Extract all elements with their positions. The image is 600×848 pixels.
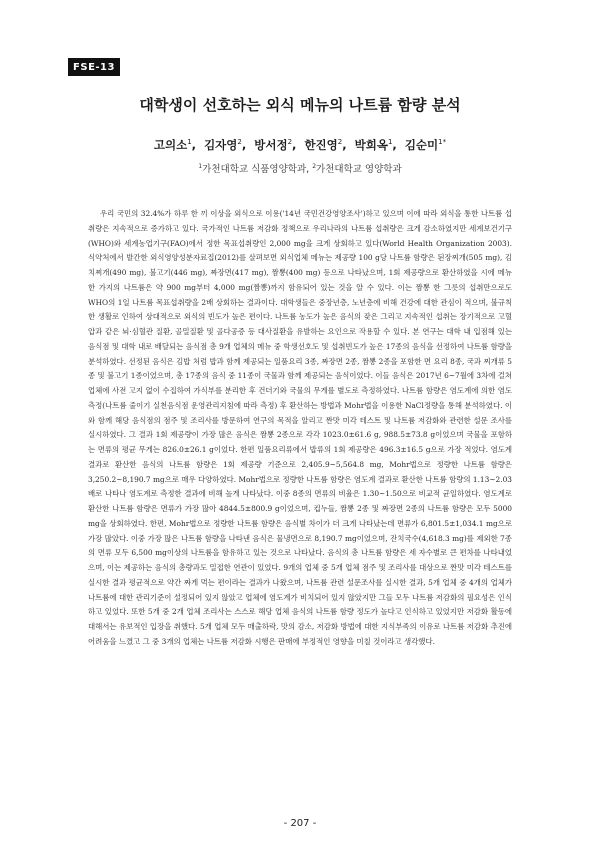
author-name: 박희옥 [354,138,388,152]
author-affiliation-mark: 1* [438,138,447,147]
affiliation-mark: 1 [198,162,203,170]
author-name: 한진영 [304,138,338,152]
affiliation-text: 가천대학교 식품영양학과, [202,164,313,175]
author-affiliation-mark: 2 [337,138,343,147]
author-affiliation-mark: 1 [387,138,393,147]
paper-title: 대학생이 선호하는 외식 메뉴의 나트륨 함량 분석 [139,96,461,114]
author-affiliation-mark: 2 [287,138,293,147]
author-name: 방서정 [254,138,288,152]
author-name: 고의소 [153,138,188,152]
author-name: 김자영 [204,138,238,152]
author-affiliation-mark: 1 [187,138,192,147]
affiliation-mark: 2 [312,162,317,170]
affiliation-line [0,161,600,175]
author-name: 김순미 [404,138,439,152]
session-code-badge: FSE-13 [68,58,120,76]
page-number: - 207 - [283,818,317,829]
author-affiliation-mark: 2 [237,138,242,147]
affiliation-text: 가천대학교 영양학과 [316,164,402,175]
author-list: 고의소$^1$, 김자영$^2$, 방서정$^2$, 한진영$^2$, 박희옥$^1$, 김순미$^{1*}$ [153,138,447,152]
abstract-body: 우리 국민의 32.4%가 하루 한 끼 이상을 외식으로 이용('14년 국민건강영양조사')하고 있으며 이에 따라 외식을 통한 나트륨 섭취량은 지속적으로 증가하고 있다. 국가적인 나트륨 저감화 정책으로 우리나라의 나트륨 섭취량은 크게 감소하였지만 세계보건기구(WHO)와 세계농업기구(FAO)에서 정한 목표섭취량인 2,000 mg을 크게 상회하고 있다(World Health Organization 2003). 식약처에서 발간한 외식영양성분자료집(2012)를 살펴보면 외식업체 메뉴는 제공량 100 g당 나트륨 함량은 된장찌개(505 mg), 김치찌개(490 mg), 불고기(446 mg), 짜장면(417 mg), 짬뽕(400 mg) 등으로 나타났으며, 1회 제공량으로 환산하였을 시에 메뉴 한 가지의 나트륨은 약 900 mg부터 4,000 mg(짬뽕)까지 함유되어 있는 것을 알 수 있다. 이는 짬뽕 한 그릇의 섭취만으로도 WHO의 1일 나트륨 목표섭취량을 2배 상회하는 결과이다. 대학생들은 중장년층, 노년층에 비해 건강에 대한 관심이 적으며, 불규칙한 생활로 인하여 상대적으로 외식의 빈도가 높은 편이다. 나트륨 농도가 높은 음식의 잦은 그리고 지속적인 섭취는 장기적으로 고혈압과 같은 뇌·심혈관 질환, 골밀질환 및 골다공증 등 대사질환을 유발하는 요인으로 작용할 수 있다. 본 연구는 대학 내 입점해 있는 음식점 및 대학 내로 배달되는 음식점 총 9개 업체의 메뉴 중 학생선호도 및 섭취빈도가 높은 17종의 음식을 선정하여 나트륨 함량을 분석하였다. 선정된 음식은 김밥 처럼 밥과 함께 제공되는 일품요리 3종, 짜장면 2종, 짬뽕 2종을 포함한 면 요리 8종, 국과 찌개류 5종 및 불고기 1종이었으며, 총 17종의 음식 중 11종이 국물과 함께 제공되는 음식이었다. 이들 음식은 2017년 6~7월에 3차에 걸쳐 업체에 사전 고지 없이 수집하여 가식부를 분리한 후 건더기와 국물의 무게를 별도로 측정하였다. 나트륨 함량은 염도계에 의한 염도 측정(나트륨 줄이기 실천음식점 운영관리지침에 따라 측정) 후 환산하는 방법과 Mohr법을 이용한 NaCl정량을 통해 분석하였다. 이와 함께 해당 음식점의 점주 및 조리사를 방문하여 연구의 목적을 알리고 짠맛 미각 테스트 및 나트륨 저감화와 관련한 설문 조사를 실시하였다. 그 결과 1회 제공량이 가장 많은 음식은 짬뽕 2종으로 각각 1023.0±61.6 g, 988.5±73.8 g이었으며 국물을 포함하는 면류의 평균 무게는 826.0±26.1 g이었다. 한편 일품요리류에서 밥류의 1회 제공량은 496.3±16.5 g으로 가장 적었다. 염도계 결과로 환산한 음식의 나트륨 함량은 1회 제공량 기준으로 2,405.9~5,564.8 mg, Mohr법으로 정량한 나트륨 함량은 3,250.2~8,190.7 mg으로 매우 다양하였다. Mohr법으로 정량한 나트륨 함량은 염도계 결과로 환산한 나트륨 함량의 1.13~2.03배로 나타나 염도계로 측정한 결과에 비해 높게 나타났다. 이중 8종의 면류의 비율은 1.30~1.50으로 비교적 균일하였다. 염도계로 환산한 나트륨 함량은 면류가 가장 많아 4844.5±800.9 g이었으며, 컵누들, 짬뽕 2종 및 짜장면 2종의 나트륨 함량은 모두 5000 mg을 상회하였다. 한편, Mohr법으로 정량한 나트륨 함량은 음식별 차이가 더 크게 나타났는데 면류가 6,801.5±1,034.1 mg으로 가장 많았다. 이중 가장 많은 나트륨 함량을 나타낸 음식은 물냉면으로 8,190.7 mg이었으며, 잔치국수(4,618.3 mg)를 제외한 7종의 면류 모두 6,500 mg이상의 나트륨을 함유하고 있는 것으로 나타났다. 음식의 총 나트륨 함량은 세 자수별로 큰 편차를 나타내었으며, 이는 제공하는 음식의 총량과도 밀접한 연관이 있었다. 9개의 업체 중 5개 업체 점주 및 조리사를 대상으로 짠맛 미각 테스트를 실시한 결과 평균적으로 약간 짜게 먹는 편이라는 결과가 나왔으며, 나트륨 관련 설문조사를 실시한 결과, 5개 업체 중 4개의 업체가 나트륨에 대한 관리기준이 설정되어 있지 않았고 업체에 염도계가 비치되어 있지 않았지만 그들 모두 나트륨 저감화의 필요성은 인식하고 있었다. 또한 5개 중 2개 업체 조리사는 스스로 해당 업체 음식의 나트륨 함량 정도가 높다고 인식하고 있었지만 저감화 활동에 대해서는 유보적인 입장을 취했다. 5개 업체 모두 매출하락, 맛의 감소, 저감화 방법에 대한 지식부족의 이유로 나트륨 저감화 추진에 어려움을 느꼈고 그 중 3개의 업체는 나트륨 저감화 시행은 판매에 부정적인 영향을 미칠 것이라고 생각했다. [88,209,512,646]
